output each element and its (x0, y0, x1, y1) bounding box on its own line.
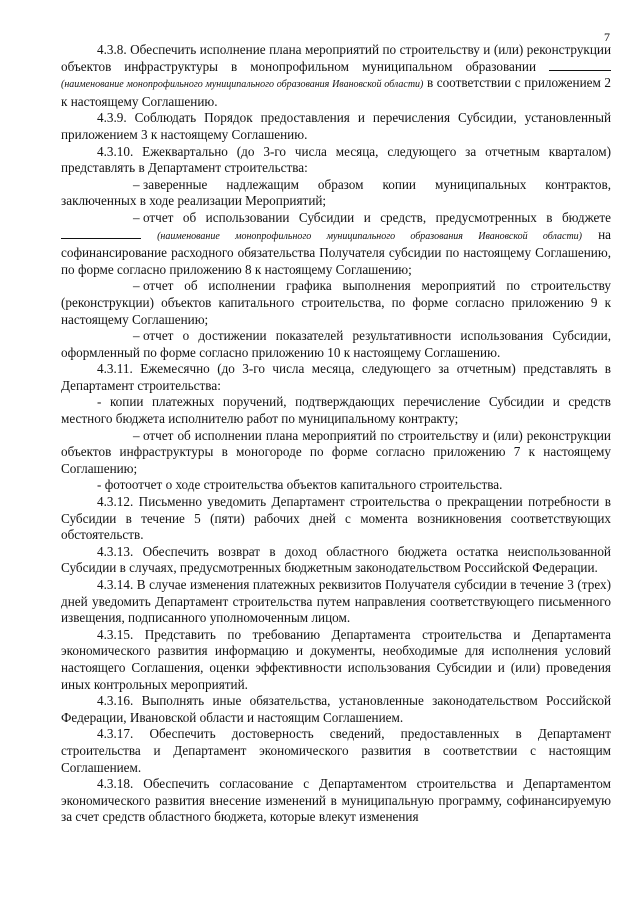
clause-text: Обеспечить достоверность сведений, предоставленных в Департамент строительства и Департамент экономического развития в соответствии с настоящим Соглашением. (61, 726, 612, 775)
clause-4-3-16 (61, 693, 611, 726)
fill-in-note: (наименование монопрофильного муниципального образования Ивановской области) (61, 79, 424, 91)
dash-marker: – (133, 278, 140, 294)
clause-number: 4.3.16. (97, 693, 134, 709)
clause-text: Обеспечить возврат в доход областного бюджета остатка неиспользованной Субсидии в случаях, предусмотренных бюджетным законодательством Российской Федерации. (61, 543, 611, 576)
clause-text: Ежеквартально (до 3-го числа месяца, следующего за отчетным кварталом) представлять в Департамент строительства: (61, 143, 612, 176)
list-item: - копии платежных поручений, подтверждающих перечисление Субсидии и средств местного бюджета исполнителю работ по муниципальному контракту; (61, 394, 611, 427)
clause-4-3-14 (61, 577, 611, 627)
clause-4-3-18 (61, 776, 611, 826)
fill-in-note: (наименование монопрофильного муниципального образования Ивановской области) (157, 230, 583, 242)
clause-text-continued: в соответствии с приложением 2 к настоящему Соглашению. (61, 75, 611, 109)
clause-4-3-11 (61, 361, 611, 394)
page-number: 7 (604, 30, 610, 44)
clause-4-3-10 (61, 144, 611, 177)
clause-number: 4.3.18. (97, 776, 134, 792)
clause-4-3-13 (61, 544, 611, 577)
list-item-text: отчет об исполнении графика выполнения мероприятий по строительству (реконструкции) объектов капитального строительства, по форме согласно приложению 9 к настоящему Соглашению; (61, 278, 611, 327)
clause-number: 4.3.12. (97, 494, 134, 510)
clause-number: 4.3.11. (97, 361, 133, 377)
clause-text: Соблюдать Порядок предоставления и перечисления Субсидии, установленный приложением 3 к настоящему Соглашению. (61, 110, 611, 142)
list-item (61, 328, 611, 361)
clause-text: Представить по требованию Департамента строительства и Департамента экономического развития информацию и документы, необходимые для исполнения условий настоящего Соглашения, оценки эффективности использования Субсидии и (или) проведения иных контрольных мероприятий. (61, 626, 612, 692)
list-item-text-continued: на софинансирование расходного обязательства Получателя субсидии по настоящему Соглашению, по форме согласно приложению 8 к настоящему Соглашению; (61, 226, 612, 277)
fill-in-blank (61, 227, 141, 239)
clause-4-3-17 (61, 726, 611, 776)
list-item-text: отчет о достижении показателей результативности использования Субсидии, оформленный по форме согласно приложению 10 к настоящему Соглашению. (61, 328, 611, 360)
clause-number: 4.3.10. (97, 143, 134, 159)
clause-text: Обеспечить согласование с Департаментом строительства и Департаментом экономического развития внесение изменений в муниципальную программу, софинансируемую за счет средств областного бюджета, которые влекут изменения (61, 776, 611, 825)
dash-marker: – (133, 209, 140, 225)
clause-number: 4.3.13. (97, 543, 134, 559)
list-item-text: заверенные надлежащим образом копии муниципальных контрактов, заключенных в ходе реализации Мероприятий; (61, 176, 611, 209)
clause-number: 4.3.17. (97, 726, 134, 742)
fill-in-blank (549, 59, 611, 71)
list-item (61, 177, 611, 210)
list-item (61, 428, 611, 478)
clause-text: Письменно уведомить Департамент строительства о прекращении потребности в Субсидии в течение 5 (пяти) рабочих дней с момента возникновения соответствующих обстоятельств. (61, 494, 611, 543)
list-item (61, 278, 611, 328)
clause-number: 4.3.8. (97, 42, 127, 57)
clause-number: 4.3.15. (97, 626, 134, 642)
clause-4-3-12 (61, 494, 611, 544)
clause-4-3-8 (61, 42, 611, 110)
dash-marker: – (133, 427, 140, 443)
clause-number: 4.3.14. (97, 577, 134, 592)
clause-text: В случае изменения платежных реквизитов Получателя субсидии в течение 3 (трех) дней уведомить Департамент строительства путем направления соответствующего письменного извещения, подписанного уполномоченным лицом. (61, 577, 611, 626)
dash-marker: – (133, 176, 140, 192)
clause-4-3-15 (61, 627, 611, 693)
page-body (61, 42, 611, 826)
clause-number: 4.3.9. (97, 110, 127, 126)
list-item-text: отчет об использовании Субсидии и средств, предусмотренных в бюджете (143, 209, 611, 225)
list-item: - фотоотчет о ходе строительства объектов капитального строительства. (97, 477, 503, 493)
clause-text: Обеспечить исполнение плана мероприятий по строительству и (или) реконструкции объектов инфраструктуры в монопрофильном муниципальном образовании (61, 42, 612, 74)
list-item-text: отчет об исполнении плана мероприятий по строительству и (или) реконструкции объектов инфраструктуры в моногороде по форме согласно приложению 7 к настоящему Соглашению; (61, 427, 611, 476)
clause-text: Выполнять иные обязательства, установленные законодательством Российской Федерации, Ивановской области и настоящим Соглашением. (61, 693, 611, 725)
clause-text: Ежемесячно (до 3-го числа месяца, следующего за отчетным) представлять в Департамент строительства: (61, 361, 611, 393)
dash-marker: – (133, 328, 140, 344)
clause-4-3-9 (61, 110, 611, 143)
list-item (61, 210, 611, 278)
